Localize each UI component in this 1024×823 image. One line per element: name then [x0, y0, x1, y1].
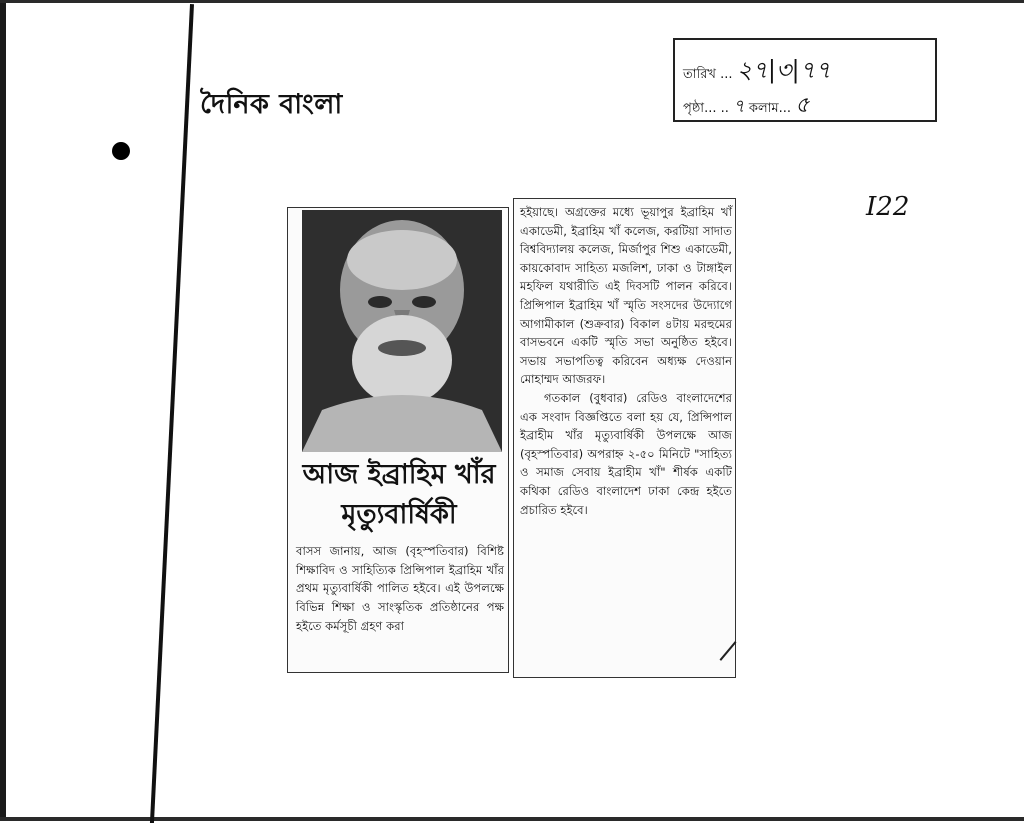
catalog-number: I22 [866, 192, 910, 222]
article-paragraph: বাসস জানায়, আজ (বৃহস্পতিবার) বিশিষ্ট শিক্ষাবিদ ও সাহিত্যিক প্রিন্সিপাল ইব্রাহিম খাঁর প্রথম মৃত্যুবার্ষিকী পালিত হইবে। এই উপলক্ষে বিভিন্ন শিক্ষা ও সাংস্কৃতিক প্রতিষ্ঠানের পক্ষ হইতে কর্মসূচী গ্রহণ করা [296, 544, 504, 633]
portrait-image [302, 210, 502, 452]
stamp-page-value: ৭ [733, 96, 745, 117]
newspaper-name: দৈনিক বাংলা [200, 89, 343, 120]
margin-line [150, 4, 194, 823]
article-paragraph: হইয়াছে। অগ্রক্তের মধ্যে ভূয়াপুর ইব্রাহিম খাঁ একাডেমী, ইব্রাহিম খাঁ কলেজ, করটিয়া সাদাত বিশ্ববিদ্যালয় কলেজ, মির্জাপুর শিশু একাডেমী, কায়কোবাদ সাহিত্য মজলিশ, ঢাকা ও টাঙ্গাইল মহফিল যথারীতি এই দিবসটি পালন করিবে। প্রিন্সিপাল ইব্রাহিম খাঁ স্মৃতি সংসদের উদ্যোগে আগামীকাল (শুক্রবার) বিকাল ৪টায় মরহুমের বাসভবনে একটি স্মৃতি সভা অনুষ্ঠিত হইবে। সভায় সভাপতিত্ব করিবেন অধ্যক্ষ দেওয়ান মোহাম্মদ আজরফ। [520, 205, 732, 387]
stamp-date-row [683, 52, 831, 92]
scan-edge-left [0, 0, 6, 821]
archive-stamp [673, 38, 937, 122]
stamp-date-value: ২৭|৩|৭৭ [736, 56, 831, 84]
scan-edge-top [0, 0, 1024, 3]
stamp-date-label: তারিখ ... [683, 67, 733, 82]
clipping-left-column [287, 207, 509, 673]
stamp-column-label: কলাম... [748, 101, 792, 116]
clipping-right-column [513, 198, 736, 678]
headline-line-1: আজ ইব্রাহিম খাঁর [302, 459, 496, 490]
stamp-page-row [683, 88, 809, 125]
headline-line-2: মৃত্যুবার্ষিকী [341, 499, 457, 530]
punch-hole [112, 142, 130, 160]
portrait-photo [302, 210, 502, 452]
article-body-left [296, 542, 504, 636]
stamp-column-value: ৫ [795, 93, 810, 118]
stamp-page-label: পৃষ্ঠা... .. [683, 101, 729, 116]
article-body-right [520, 203, 732, 519]
article-paragraph: গতকাল (বুধবার) রেডিও বাংলাদেশের এক সংবাদ বিজ্ঞপ্তিতে বলা হয় যে, প্রিন্সিপাল ইব্রাহীম খাঁর মৃত্যুবার্ষিকী উপলক্ষে আজ (বৃহস্পতিবার) অপরাহ্ন ২-৫০ মিনিটে "সাহিত্য ও সমাজ সেবায় ইব্রাহীম খাঁ" শীর্ষক একটি কথিকা রেডিও বাংলাদেশ ঢাকা কেন্দ্র হইতে প্রচারিত হইবে। [520, 390, 732, 517]
